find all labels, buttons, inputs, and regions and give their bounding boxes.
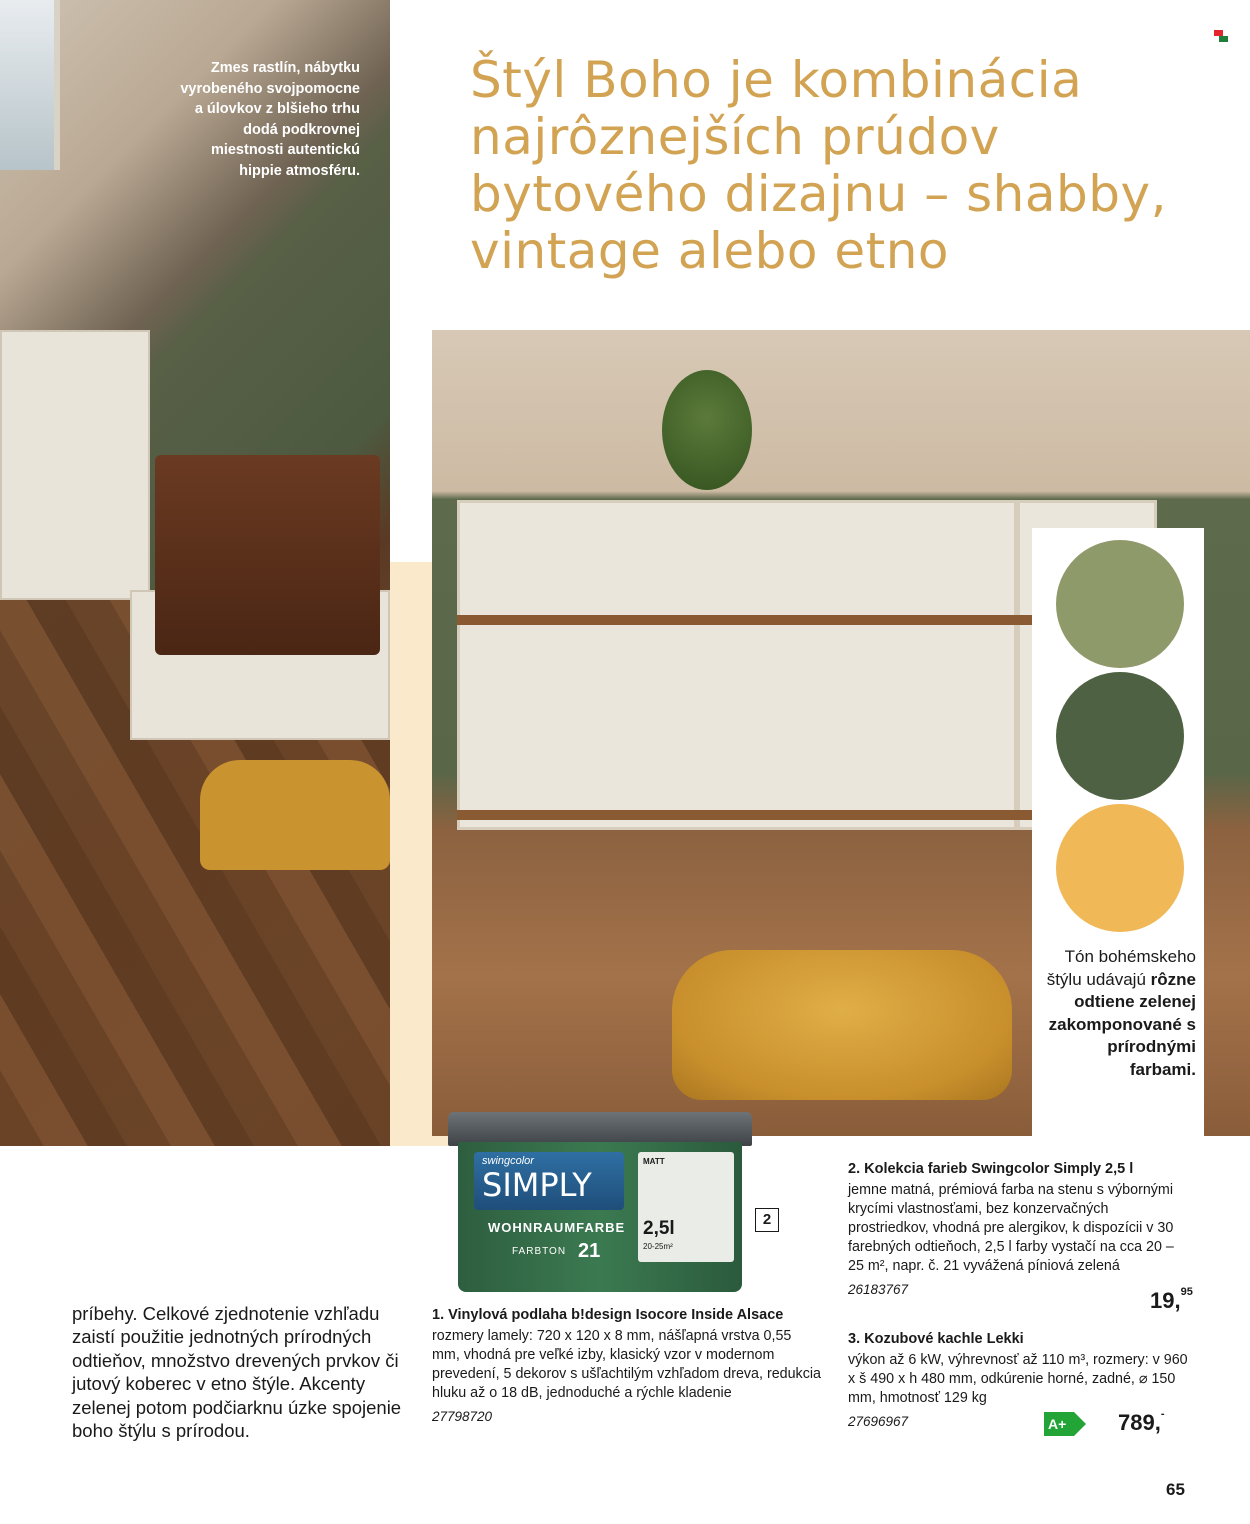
volume-label: 2,5l: [643, 1218, 675, 1239]
yellow-cushion: [672, 950, 1012, 1100]
swatch-ochre: [1056, 804, 1184, 932]
attic-room-photo: [0, 0, 390, 1146]
photo-caption: Zmes rastlín, nábytku vyrobeného svojpomocne a úlovkov z blšieho trhu dodá podkrovnej miestnosti autentickú hippie atmosféru.: [180, 60, 360, 179]
paint-bucket: [448, 1112, 752, 1298]
page-number: 65: [1166, 1480, 1185, 1499]
product-title: 3. Kozubové kachle Lekki: [848, 1331, 1024, 1347]
crate-shelf: [0, 330, 150, 600]
farbton-number: 21: [578, 1240, 601, 1262]
potted-plant: [662, 370, 752, 490]
brand-name-small: swingcolor: [482, 1155, 534, 1167]
page-headline: Štýl Boho je kombinácia najrôznejších prúdov bytového dizajnu – shabby, vintage alebo etno: [470, 51, 1167, 280]
yellow-cushion: [200, 760, 390, 870]
product-description: výkon až 6 kW, výhrevnosť až 110 m³, rozmery: v 960 x š 490 x h 480 mm, odkúrenie horné, zadné, ⌀ 150 mm, hmotnosť 129 kg: [848, 1352, 1188, 1406]
finish-label: MATT: [643, 1157, 665, 1166]
product-1: [432, 1306, 822, 1426]
body-text: príbehy. Celkové zjednotenie vzhľadu zaistí použitie jednotných prírodných odtieňov, množstvo drevených prvkov či jutový koberec v etno štýle. Akcenty zelenej potom podčiarknu úzke spojenie boho štýlu s prírodou.: [72, 1303, 402, 1442]
product-info-label: [638, 1152, 734, 1262]
price-cents: 95: [1180, 1286, 1193, 1298]
price-cents: -: [1160, 1408, 1165, 1420]
product-title: 1. Vinylová podlaha b!design Isocore Inside Alsace: [432, 1307, 784, 1323]
crate-shelf-unit: [457, 500, 1017, 830]
energy-class-badge: [1044, 1412, 1084, 1436]
brand-logo-icon: [1214, 30, 1228, 42]
energy-class-label: A+: [1044, 1412, 1074, 1436]
swatch-dark-green: [1056, 672, 1184, 800]
product-description: jemne matná, prémiová farba na stenu s výbornými krycími vlastnosťami, bez konzervačných prostriedkov, vhodná pre alergikov, k dispozícii v 30 farebných odtieňoch, 2,5 l farby vystačí na cca 20 – 25 m², napr. č. 21 vyvážená píniová zelená: [848, 1182, 1174, 1274]
color-swatch-panel: [1032, 528, 1204, 1140]
product-title: 2. Kolekcia farieb Swingcolor Simply 2,5 l: [848, 1161, 1134, 1177]
farbton-label: FARBTON: [512, 1246, 567, 1257]
skylight-window: [0, 0, 60, 170]
product-description: rozmery lamely: 720 x 120 x 8 mm, nášľapná vrstva 0,55 mm, vhodná pre veľké izby, klasický vzor v modernom prevedení, 5 dekorov s ušľachtilým vzhľadom dreva, redukcia hluku až o 18 dB, jednoduché a rýchle kladenie: [432, 1328, 821, 1401]
product-code: 27798720: [432, 1409, 493, 1424]
product-code: 27696967: [848, 1414, 909, 1429]
price-product-2: [1150, 1288, 1193, 1314]
record-player: [155, 455, 380, 655]
price-product-3: [1118, 1410, 1165, 1436]
product-2: [848, 1160, 1188, 1299]
brand-name-big: SIMPLY: [482, 1166, 592, 1204]
product-marker-2: 2: [755, 1208, 779, 1232]
swatch-caption-bold: rôzne odtiene zelenej zakomponované s prírodnými farbami.: [1048, 969, 1196, 1079]
paint-type-label: WOHNRAUMFARBE: [488, 1220, 626, 1235]
price-main: 789,: [1118, 1410, 1161, 1435]
swatch-caption-plain: Tón bohémskeho štýlu udávajú: [1046, 947, 1196, 989]
price-main: 19,: [1150, 1288, 1181, 1313]
swatch-caption: [1042, 946, 1196, 1081]
energy-arrow-icon: [1074, 1412, 1086, 1436]
product-code: 26183767: [848, 1282, 909, 1297]
swatch-sage-green: [1056, 540, 1184, 668]
coverage-label: 20-25m²: [643, 1242, 673, 1251]
bucket-lid: [448, 1112, 752, 1146]
brand-label: [474, 1152, 624, 1210]
